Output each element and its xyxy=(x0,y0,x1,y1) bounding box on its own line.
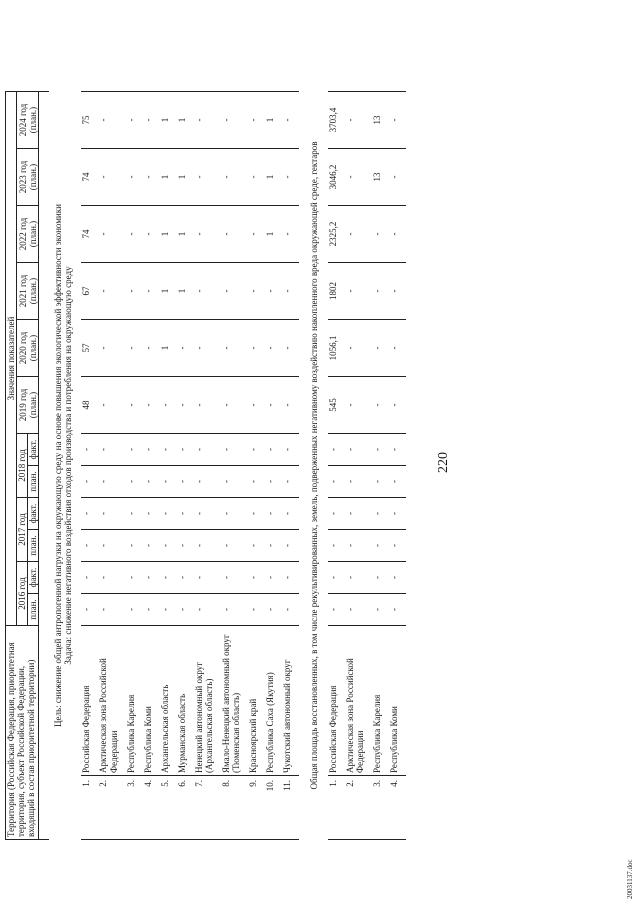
value-cell: - xyxy=(126,498,143,530)
territory-name: Мурманская область xyxy=(177,626,194,776)
value-cell: 1 xyxy=(160,149,177,206)
value-cell: - xyxy=(248,263,265,320)
value-cell: - xyxy=(98,149,125,206)
section-title-row xyxy=(299,92,327,840)
value-cell: 1 xyxy=(177,263,194,320)
value-cell: - xyxy=(98,320,125,377)
document-code: 20031137.doc xyxy=(626,859,634,899)
value-cell: - xyxy=(328,530,345,562)
table-row xyxy=(282,92,299,840)
value-cell: - xyxy=(328,594,345,626)
value-cell: - xyxy=(328,498,345,530)
value-cell: - xyxy=(221,263,248,320)
value-cell: - xyxy=(194,594,221,626)
future-year-header: 2021 год (план.) xyxy=(17,263,39,320)
value-cell: 1 xyxy=(160,263,177,320)
table-row xyxy=(372,92,389,840)
value-cell: - xyxy=(98,434,125,466)
plan-header: план. xyxy=(28,530,39,562)
value-cell: 1 xyxy=(160,206,177,263)
value-cell: - xyxy=(328,434,345,466)
value-cell: - xyxy=(345,434,372,466)
value-cell: - xyxy=(194,377,221,434)
value-cell: - xyxy=(282,498,299,530)
value-cell: - xyxy=(126,377,143,434)
value-cell: - xyxy=(282,320,299,377)
value-cell: - xyxy=(221,92,248,149)
value-cell: 1 xyxy=(177,92,194,149)
value-cell: - xyxy=(160,594,177,626)
row-number: 7. xyxy=(194,776,221,840)
value-cell: - xyxy=(345,206,372,263)
value-cell: 1 xyxy=(265,149,282,206)
value-cell: - xyxy=(194,206,221,263)
row-number: 5. xyxy=(160,776,177,840)
value-cell: - xyxy=(345,562,372,594)
value-cell: - xyxy=(221,149,248,206)
value-cell: - xyxy=(328,466,345,498)
value-cell: - xyxy=(372,530,389,562)
value-cell: - xyxy=(98,562,125,594)
value-cell: - xyxy=(345,92,372,149)
value-cell: - xyxy=(126,92,143,149)
value-cell: - xyxy=(282,466,299,498)
fact-header: факт. xyxy=(28,498,39,530)
row-number: 8. xyxy=(221,776,248,840)
territory-name: Арктическая зона Российской Федерации xyxy=(345,626,372,776)
table-row xyxy=(328,92,345,840)
territory-name: Республика Коми xyxy=(143,626,160,776)
table-row xyxy=(248,92,265,840)
value-cell: 1 xyxy=(265,92,282,149)
value-cell: - xyxy=(126,206,143,263)
value-cell: - xyxy=(98,263,125,320)
value-cell: - xyxy=(143,498,160,530)
value-cell: - xyxy=(282,263,299,320)
row-number: 3. xyxy=(126,776,143,840)
value-cell: - xyxy=(177,377,194,434)
value-cell: - xyxy=(248,92,265,149)
value-cell: - xyxy=(389,594,406,626)
year-header: 2016 год xyxy=(17,562,28,626)
value-cell: - xyxy=(248,562,265,594)
value-cell: - xyxy=(98,466,125,498)
value-cell: - xyxy=(265,466,282,498)
value-cell: 3703,4 xyxy=(328,92,345,149)
value-cell: 13 xyxy=(372,92,389,149)
table-row xyxy=(126,92,143,840)
value-cell: 57 xyxy=(81,320,98,377)
value-cell: - xyxy=(248,377,265,434)
value-cell: - xyxy=(221,206,248,263)
year-header: 2018 год xyxy=(17,434,28,498)
value-cell: - xyxy=(81,466,98,498)
value-cell: - xyxy=(143,320,160,377)
value-cell: - xyxy=(177,530,194,562)
value-cell: - xyxy=(143,206,160,263)
territory-name: Республика Карелия xyxy=(126,626,143,776)
value-cell: - xyxy=(194,263,221,320)
row-number: 11. xyxy=(282,776,299,840)
value-cell: - xyxy=(177,434,194,466)
value-cell: - xyxy=(81,434,98,466)
value-cell: - xyxy=(345,320,372,377)
row-number: 2. xyxy=(345,776,372,840)
fact-header: факт. xyxy=(28,562,39,594)
value-cell: - xyxy=(143,434,160,466)
value-cell: - xyxy=(160,434,177,466)
value-cell: - xyxy=(221,377,248,434)
value-cell: - xyxy=(389,377,406,434)
value-cell: - xyxy=(282,562,299,594)
value-cell: - xyxy=(194,320,221,377)
value-cell: - xyxy=(160,562,177,594)
value-cell: 3046,2 xyxy=(328,149,345,206)
territory-name: Российская Федерация xyxy=(328,626,345,776)
value-cell: - xyxy=(221,466,248,498)
value-cell: - xyxy=(265,263,282,320)
value-cell: - xyxy=(389,263,406,320)
value-cell: - xyxy=(372,498,389,530)
value-cell: - xyxy=(98,498,125,530)
value-cell: - xyxy=(98,530,125,562)
value-cell: - xyxy=(221,530,248,562)
value-cell: - xyxy=(143,377,160,434)
value-cell: - xyxy=(160,498,177,530)
table-row xyxy=(143,92,160,840)
value-cell: - xyxy=(372,466,389,498)
values-header: Значения показателей xyxy=(6,92,17,626)
row-number: 2. xyxy=(98,776,125,840)
territory-name: Российская Федерация xyxy=(81,626,98,776)
section-goal-row xyxy=(49,92,81,840)
territory-name: Арктическая зона Российской Федерации xyxy=(98,626,125,776)
value-cell: - xyxy=(194,149,221,206)
row-number: 1. xyxy=(81,776,98,840)
value-cell: 13 xyxy=(372,149,389,206)
value-cell: - xyxy=(160,530,177,562)
page-number: 220 xyxy=(436,452,451,473)
value-cell: - xyxy=(282,92,299,149)
future-year-header: 2019 год (план.) xyxy=(17,377,39,434)
value-cell: - xyxy=(372,377,389,434)
table-row xyxy=(221,92,248,840)
territory-name: Республика Саха (Якутия) xyxy=(265,626,282,776)
value-cell: - xyxy=(389,434,406,466)
row-number: 4. xyxy=(143,776,160,840)
value-cell: 1 xyxy=(177,206,194,263)
section-goal-cell xyxy=(49,92,81,840)
table-row xyxy=(389,92,406,840)
value-cell: - xyxy=(372,320,389,377)
value-cell: - xyxy=(389,530,406,562)
value-cell: - xyxy=(126,149,143,206)
value-cell: - xyxy=(282,530,299,562)
value-cell: - xyxy=(194,92,221,149)
value-cell: - xyxy=(126,530,143,562)
value-cell: - xyxy=(143,92,160,149)
value-cell: - xyxy=(194,530,221,562)
value-cell: - xyxy=(345,377,372,434)
section-title: Общая площадь восстановленных, в том числе рекультивированных, земель, подверженных негативному воздействию накопленного вреда окружающей среде, гектаров xyxy=(309,141,320,790)
value-cell: - xyxy=(194,498,221,530)
value-cell: - xyxy=(143,594,160,626)
value-cell: - xyxy=(194,466,221,498)
value-cell: - xyxy=(143,530,160,562)
territory-name: Архангельская область xyxy=(160,626,177,776)
territory-header: Территория (Российская Федерация, приоритетная территория, субъект Российской Федерации, входящий в состав приоритетной территории) xyxy=(6,626,39,840)
value-cell: - xyxy=(389,562,406,594)
row-number: 9. xyxy=(248,776,265,840)
value-cell: - xyxy=(328,562,345,594)
future-year-header: 2020 год (план.) xyxy=(17,320,39,377)
value-cell: - xyxy=(372,263,389,320)
value-cell: - xyxy=(177,562,194,594)
territory-name: Республика Коми xyxy=(389,626,406,776)
value-cell: 1056,1 xyxy=(328,320,345,377)
section-goal: Цель: снижение общей антропогенной нагрузки на окружающую среду на основе повышения экологической эффективности экономики xyxy=(53,204,64,727)
value-cell: 1 xyxy=(177,149,194,206)
spacer-row xyxy=(39,92,50,840)
value-cell: - xyxy=(98,594,125,626)
value-cell: - xyxy=(81,530,98,562)
value-cell: - xyxy=(248,434,265,466)
value-cell: 2325,2 xyxy=(328,206,345,263)
value-cell: - xyxy=(177,498,194,530)
row-number: 10. xyxy=(265,776,282,840)
value-cell: - xyxy=(177,320,194,377)
row-number: 3. xyxy=(372,776,389,840)
value-cell: - xyxy=(345,263,372,320)
value-cell: - xyxy=(177,466,194,498)
value-cell: 74 xyxy=(81,149,98,206)
territory-name: Республика Карелия xyxy=(372,626,389,776)
value-cell: - xyxy=(143,263,160,320)
value-cell: - xyxy=(248,320,265,377)
value-cell: 1 xyxy=(265,206,282,263)
value-cell: - xyxy=(265,530,282,562)
territory-name: Чукотский автономный округ xyxy=(282,626,299,776)
value-cell: - xyxy=(221,320,248,377)
value-cell: - xyxy=(177,594,194,626)
value-cell: - xyxy=(98,206,125,263)
table-row xyxy=(81,92,98,840)
row-number: 1. xyxy=(328,776,345,840)
value-cell: - xyxy=(345,466,372,498)
value-cell: - xyxy=(265,594,282,626)
value-cell: - xyxy=(81,562,98,594)
value-cell: - xyxy=(345,594,372,626)
value-cell: - xyxy=(345,498,372,530)
value-cell: - xyxy=(126,466,143,498)
value-cell: 1 xyxy=(160,320,177,377)
value-cell: - xyxy=(221,434,248,466)
value-cell: - xyxy=(389,206,406,263)
value-cell: - xyxy=(248,149,265,206)
value-cell: - xyxy=(265,377,282,434)
territory-name: Красноярский край xyxy=(248,626,265,776)
value-cell: - xyxy=(81,594,98,626)
value-cell: - xyxy=(126,434,143,466)
value-cell: - xyxy=(389,92,406,149)
value-cell: 1802 xyxy=(328,263,345,320)
value-cell: - xyxy=(282,594,299,626)
territory-name: Ямало-Ненецкий автономный округ (Тюменская область) xyxy=(221,626,248,776)
value-cell: - xyxy=(248,530,265,562)
table-row xyxy=(177,92,194,840)
value-cell: - xyxy=(126,263,143,320)
value-cell: - xyxy=(194,562,221,594)
value-cell: 75 xyxy=(81,92,98,149)
value-cell: - xyxy=(282,434,299,466)
value-cell: - xyxy=(248,594,265,626)
value-cell: - xyxy=(389,149,406,206)
row-number: 4. xyxy=(389,776,406,840)
value-cell: - xyxy=(81,498,98,530)
value-cell: - xyxy=(126,562,143,594)
value-cell: 74 xyxy=(81,206,98,263)
future-year-header: 2023 год (план.) xyxy=(17,149,39,206)
value-cell: - xyxy=(282,206,299,263)
value-cell: - xyxy=(126,594,143,626)
year-header: 2017 год xyxy=(17,498,28,562)
value-cell: - xyxy=(345,149,372,206)
spacer-cell xyxy=(39,92,50,840)
value-cell: - xyxy=(265,434,282,466)
section-task: Задача: снижение негативного воздействия отходов производства и потребления на окружающую среду xyxy=(63,266,74,665)
fact-header: факт. xyxy=(28,434,39,466)
value-cell: - xyxy=(221,562,248,594)
value-cell: - xyxy=(160,377,177,434)
plan-header: план. xyxy=(28,594,39,626)
value-cell: - xyxy=(372,206,389,263)
value-cell: - xyxy=(194,434,221,466)
table-row xyxy=(98,92,125,840)
value-cell: - xyxy=(389,320,406,377)
value-cell: - xyxy=(143,149,160,206)
value-cell: - xyxy=(143,562,160,594)
table-row xyxy=(345,92,372,840)
value-cell: - xyxy=(248,466,265,498)
value-cell: - xyxy=(221,498,248,530)
value-cell: - xyxy=(389,466,406,498)
value-cell: 48 xyxy=(81,377,98,434)
row-number: 6. xyxy=(177,776,194,840)
value-cell: - xyxy=(143,466,160,498)
table-row xyxy=(160,92,177,840)
value-cell: - xyxy=(98,92,125,149)
value-cell: - xyxy=(126,320,143,377)
indicators-table xyxy=(5,91,406,840)
value-cell: - xyxy=(265,498,282,530)
value-cell: - xyxy=(221,594,248,626)
value-cell: - xyxy=(248,206,265,263)
value-cell: - xyxy=(345,530,372,562)
value-cell: - xyxy=(389,498,406,530)
plan-header: план. xyxy=(28,466,39,498)
value-cell: 67 xyxy=(81,263,98,320)
value-cell: - xyxy=(282,149,299,206)
value-cell: 1 xyxy=(160,92,177,149)
table-row xyxy=(265,92,282,840)
value-cell: - xyxy=(98,377,125,434)
value-cell: 545 xyxy=(328,377,345,434)
value-cell: - xyxy=(372,562,389,594)
value-cell: - xyxy=(160,466,177,498)
value-cell: - xyxy=(372,594,389,626)
value-cell: - xyxy=(282,377,299,434)
section-title-cell xyxy=(299,92,327,840)
table-row xyxy=(194,92,221,840)
value-cell: - xyxy=(265,562,282,594)
future-year-header: 2024 год (план.) xyxy=(17,92,39,149)
value-cell: - xyxy=(248,498,265,530)
value-cell: - xyxy=(265,320,282,377)
value-cell: - xyxy=(372,434,389,466)
future-year-header: 2022 год (план.) xyxy=(17,206,39,263)
territory-name: Ненецкий автономный округ (Архангельская область) xyxy=(194,626,221,776)
